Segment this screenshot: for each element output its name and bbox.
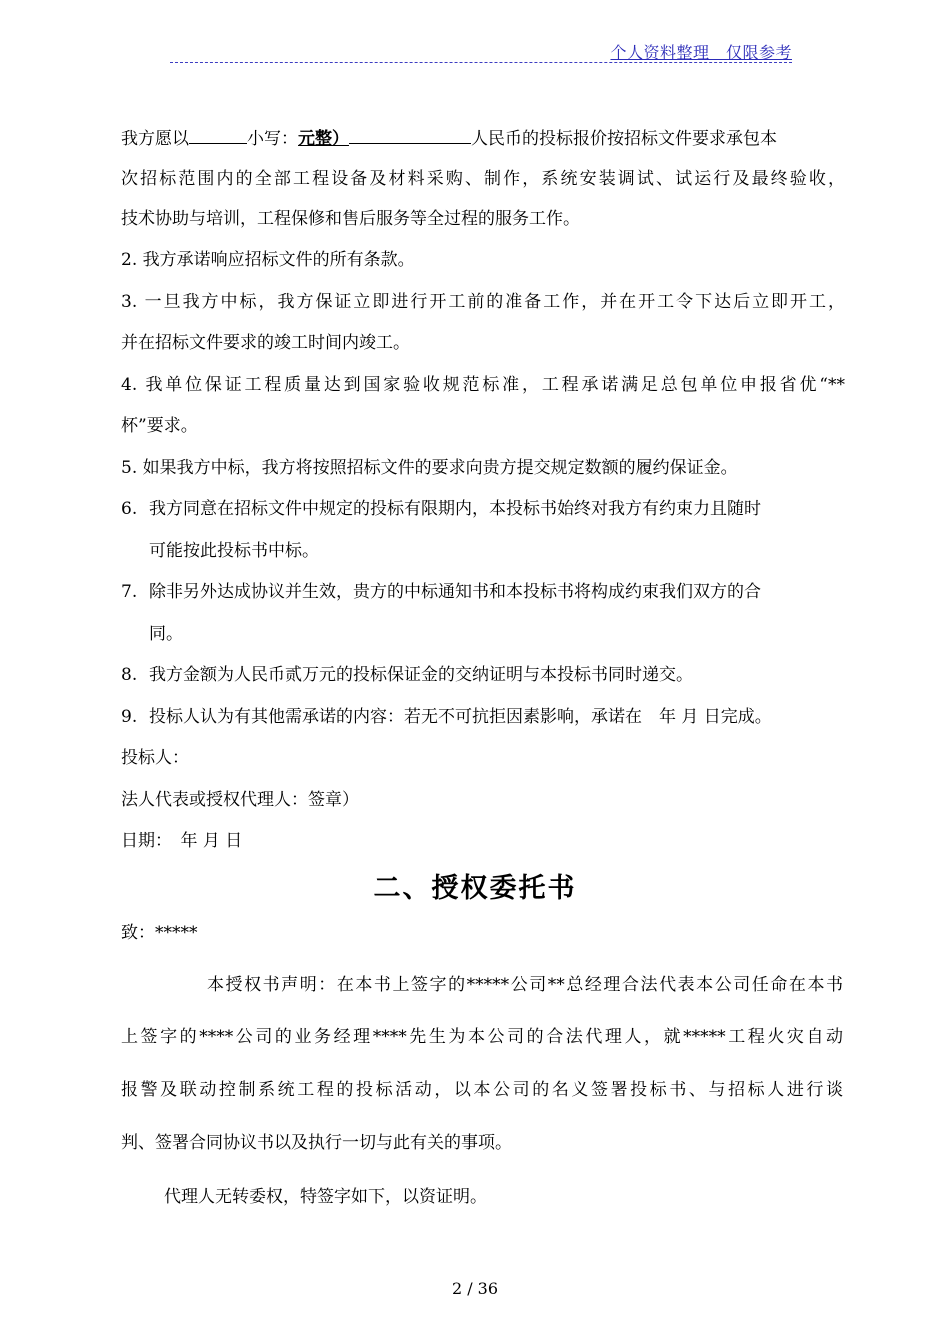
item-6-cont: 可能按此投标书中标。 — [149, 541, 319, 561]
bid-line-1: 我方愿以 小写：元整） 人民币的投标报价按招标文件要求承包本 — [121, 125, 777, 151]
amount-suffix: 元整） — [298, 129, 349, 149]
item-4-cont: 杯”要求。 — [121, 416, 198, 436]
item-2: 2. 我方承诺响应招标文件的所有条款。 — [121, 250, 415, 270]
item-7-cont: 同。 — [149, 624, 183, 644]
item-3: 3. 一旦我方中标，我方保证立即进行开工前的准备工作，并在开工令下达后立即开工， — [121, 292, 845, 312]
date-label: 日期： 年 月 日 — [121, 831, 243, 851]
item-7: 7. 除非另外达成协议并生效，贵方的中标通知书和本投标书将构成约束我们双方的合 — [121, 582, 761, 602]
item-8: 8. 我方金额为人民币贰万元的投标保证金的交纳证明与本投标书同时递交。 — [121, 665, 693, 685]
amount-blank-2 — [349, 125, 471, 144]
amount-blank — [189, 125, 247, 144]
bid-line-2: 次招标范围内的全部工程设备及材料采购、制作，系统安装调试、试运行及最终验收， — [121, 169, 845, 189]
item-4: 4. 我单位保证工程质量达到国家验收规范标准，工程承诺满足总包单位申报省优“** — [121, 375, 845, 395]
bid-line-3: 技术协助与培训，工程保修和售后服务等全过程的服务工作。 — [121, 209, 580, 229]
bidder-label: 投标人： — [121, 748, 189, 768]
item-9: 9. 投标人认为有其他需承诺的内容：若无不可抗拒因素影响，承诺在 年 月 日完成。 — [121, 707, 772, 727]
auth-line-4: 判、签署合同协议书以及执行一切与此有关的事项。 — [121, 1133, 512, 1153]
page-number: 2 / 36 — [451, 1279, 499, 1298]
header-text: 个人资料整理 仅限参考 — [610, 43, 792, 62]
auth-line-3: 报警及联动控制系统工程的投标活动，以本公司的名义签署投标书、与招标人进行谈 — [121, 1080, 843, 1100]
page-header — [170, 40, 792, 63]
item-3-cont: 并在招标文件要求的竣工时间内竣工。 — [121, 333, 410, 353]
addressee: 致：***** — [121, 923, 198, 943]
representative-label: 法人代表或授权代理人：签章） — [121, 790, 359, 810]
auth-line-2: 上签字的****公司的业务经理****先生为本公司的合法代理人，就*****工程火灾自动 — [121, 1027, 843, 1047]
item-5: 5. 如果我方中标，我方将按照招标文件的要求向贵方提交规定数额的履约保证金。 — [121, 458, 738, 478]
auth-para-2: 代理人无转委权，特签字如下，以资证明。 — [164, 1187, 487, 1207]
item-6: 6. 我方同意在招标文件中规定的投标有限期内，本投标书始终对我方有约束力且随时 — [121, 499, 761, 519]
section-title: 二、授权委托书 — [373, 873, 577, 904]
auth-line-1: 本授权书声明：在本书上签字的*****公司**总经理合法代表本公司任命在本书 — [207, 975, 843, 995]
